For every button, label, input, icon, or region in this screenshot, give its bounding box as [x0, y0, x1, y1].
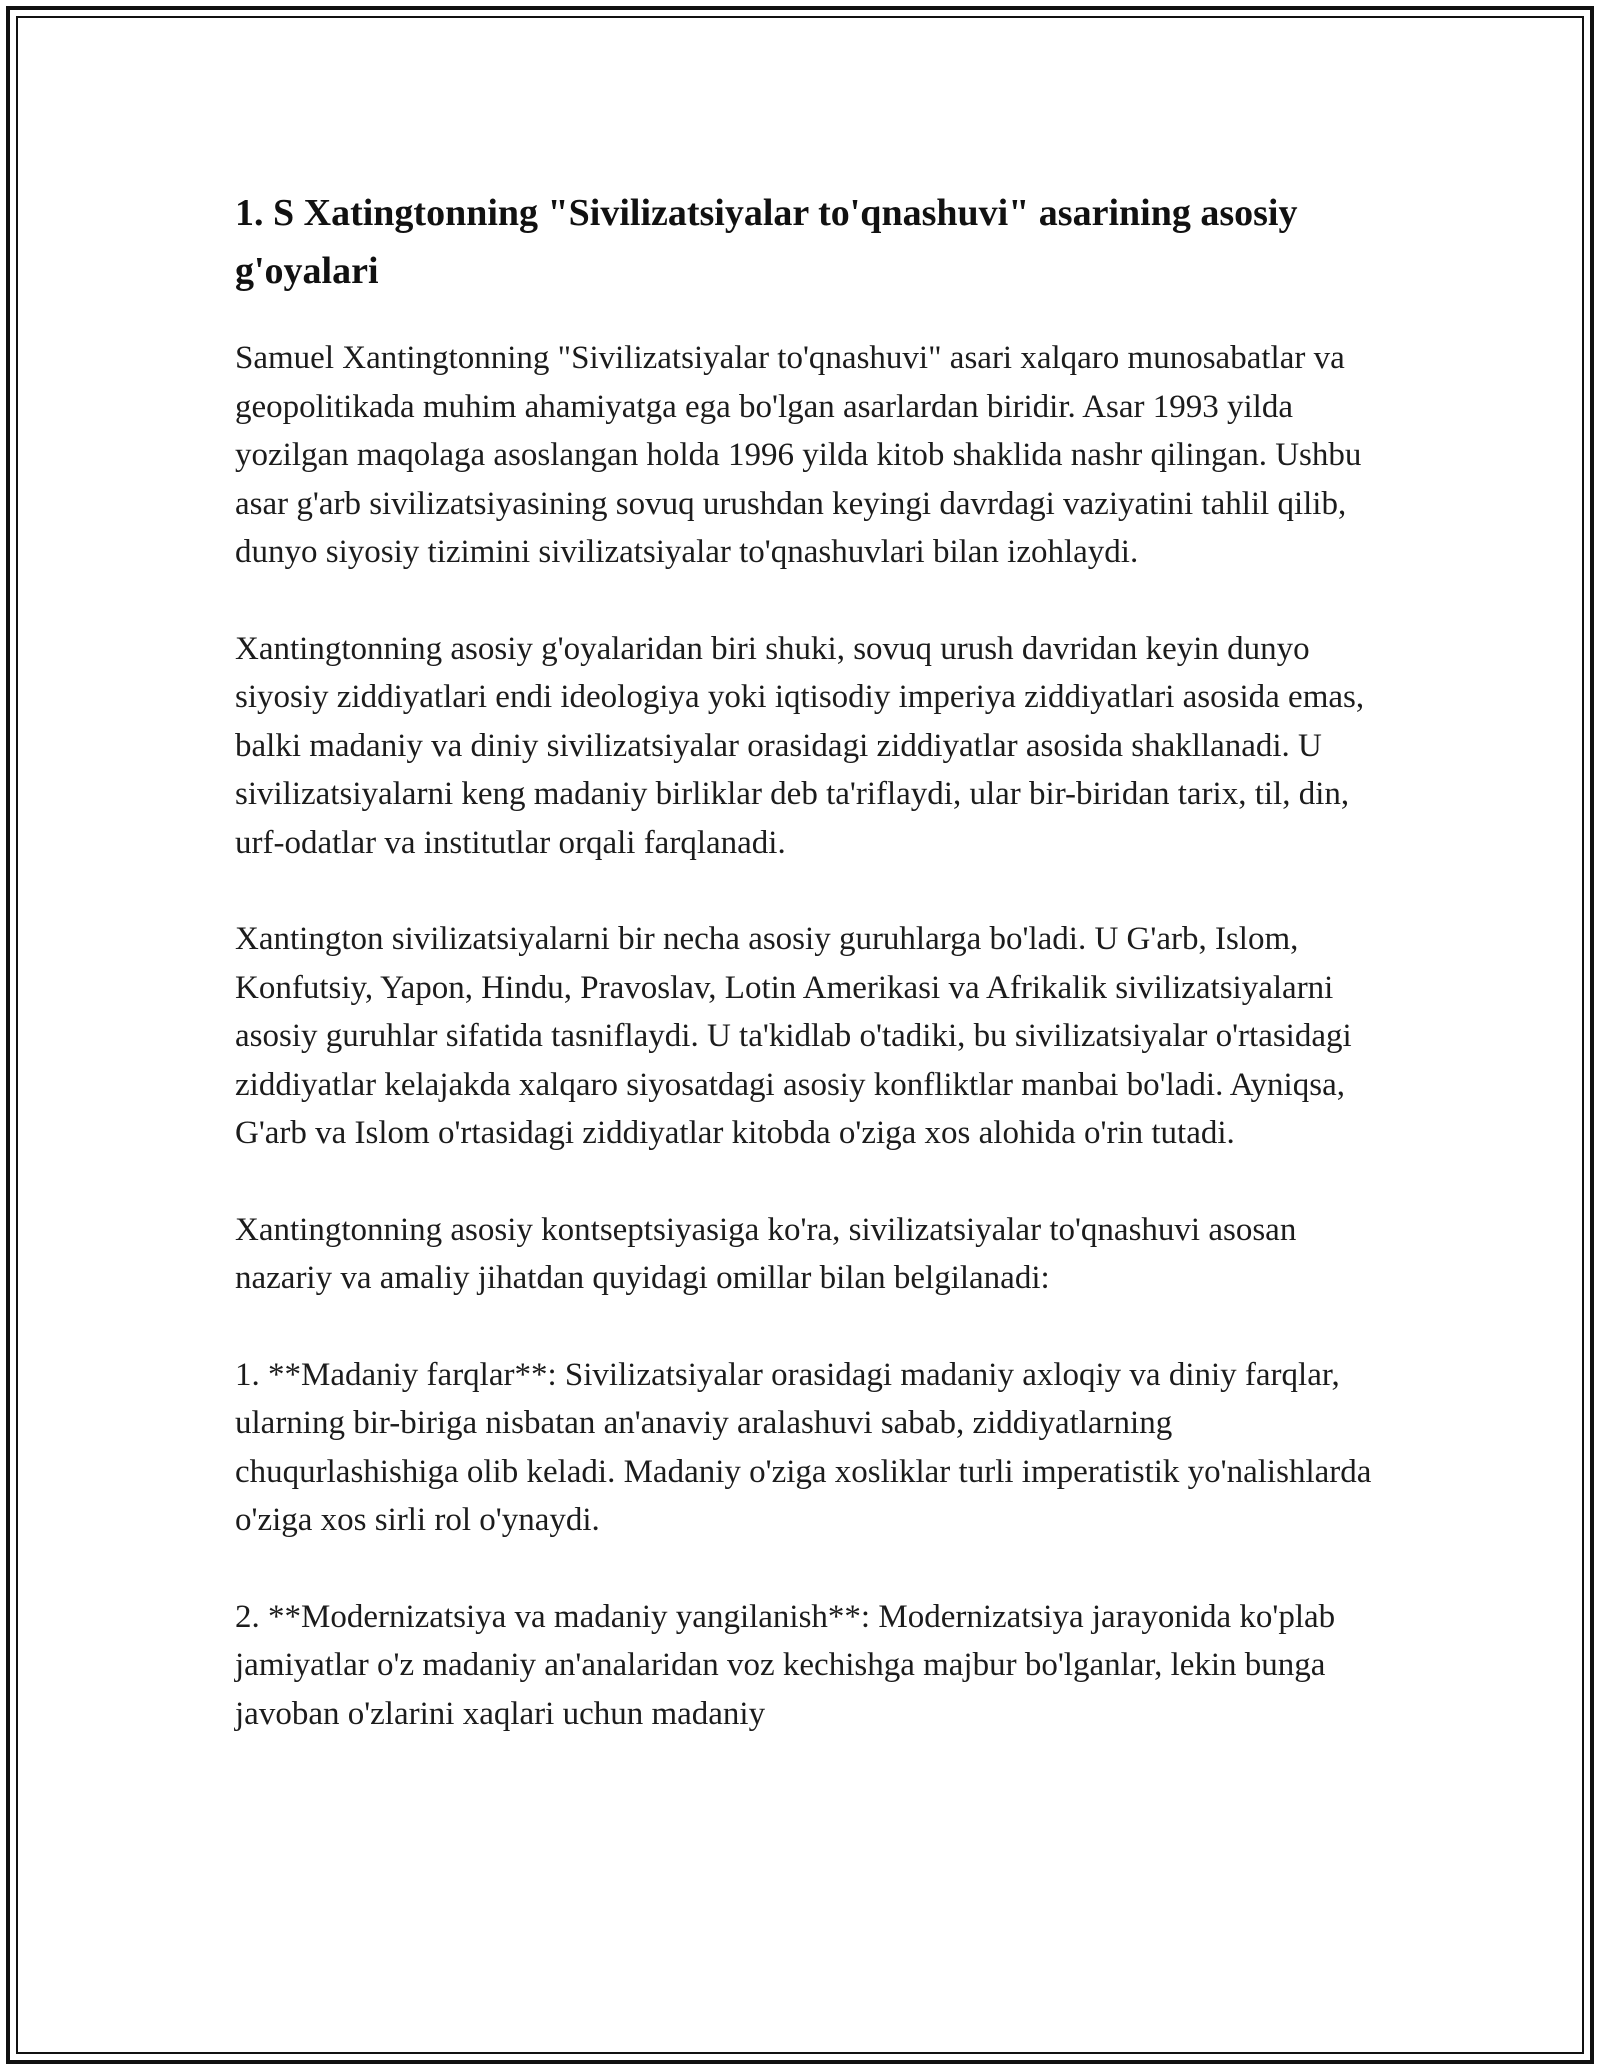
list-item-modernization: 2. **Modernizatsiya va madaniy yangilanish**: Modernizatsiya jarayonida ko'plab jamiyatlar o'z madaniy an'analaridan voz kechishga majbur bo'lganlar, lekin bunga javoban o'zlarini xaqlari uchun madaniy — [235, 1598, 1336, 1732]
paragraph-civilization-groups: Xantington sivilizatsiyalarni bir necha asosiy guruhlarga bo'ladi. U G'arb, Islom, Konfutsiy, Yapon, Hindu, Pravoslav, Lotin Amerikasi va Afrikalik sivilizatsiyalarni asosiy guruhlar sifatida tasniflaydi. U ta'kidlab o'tadiki, bu sivilizatsiyalar o'rtasidagi ziddiyatlar kelajakda xalqaro siyosatdagi asosiy konfliktlar manbai bo'ladi. Ayniqsa, G'arb va Islom o'rtasidagi ziddiyatlar kitobda o'ziga xos alohida o'rin tutadi. — [235, 921, 1352, 1151]
document-body — [235, 184, 1375, 1786]
section-heading: 1. S Xatingtonning "Sivilizatsiyalar to'qnashuvi" asarining asosiy g'oyalari — [235, 192, 1298, 292]
paragraph-main-idea: Xantingtonning asosiy g'oyalaridan biri shuki, sovuq urush davridan keyin dunyo siyosiy ziddiyatlari endi ideologiya yoki iqtisodiy imperiya ziddiyatlari asosida emas, balki madaniy va diniy sivilizatsiyalar orasidagi ziddiyatlar asosida shakllanadi. U sivilizatsiyalarni keng madaniy birliklar deb ta'riflaydi, ular bir-biridan tarix, til, din, urf-odatlar va institutlar orqali farqlanadi. — [235, 630, 1365, 861]
paragraph-concept: Xantingtonning asosiy kontseptsiyasiga ko'ra, sivilizatsiyalar to'qnashuvi asosan nazariy va amaliy jihatdan quyidagi omillar bilan belgilanadi: — [235, 1211, 1297, 1296]
paragraph-intro: Samuel Xantingtonning "Sivilizatsiyalar to'qnashuvi" asari xalqaro munosabatlar va geopolitikada muhim ahamiyatga ega bo'lgan asarlardan biridir. Asar 1993 yilda yozilgan maqolaga asoslangan holda 1996 yilda kitob shaklida nashr qilingan. Ushbu asar g'arb sivilizatsiyasining sovuq urushdan keyingi davrdagi vaziyatini tahlil qilib, dunyo siyosiy tizimini sivilizatsiyalar to'qnashuvlari bilan izohlaydi. — [235, 340, 1362, 570]
list-item-cultural-differences: 1. **Madaniy farqlar**: Sivilizatsiyalar orasidagi madaniy axloqiy va diniy farqlar, ularning bir-biriga nisbatan an'anaviy aralashuvi sabab, ziddiyatlarning chuqurlashishiga olib keladi. Madaniy o'ziga xosliklar turli imperatistik yo'nalishlarda o'ziga xos sirli rol o'ynaydi. — [235, 1356, 1372, 1538]
